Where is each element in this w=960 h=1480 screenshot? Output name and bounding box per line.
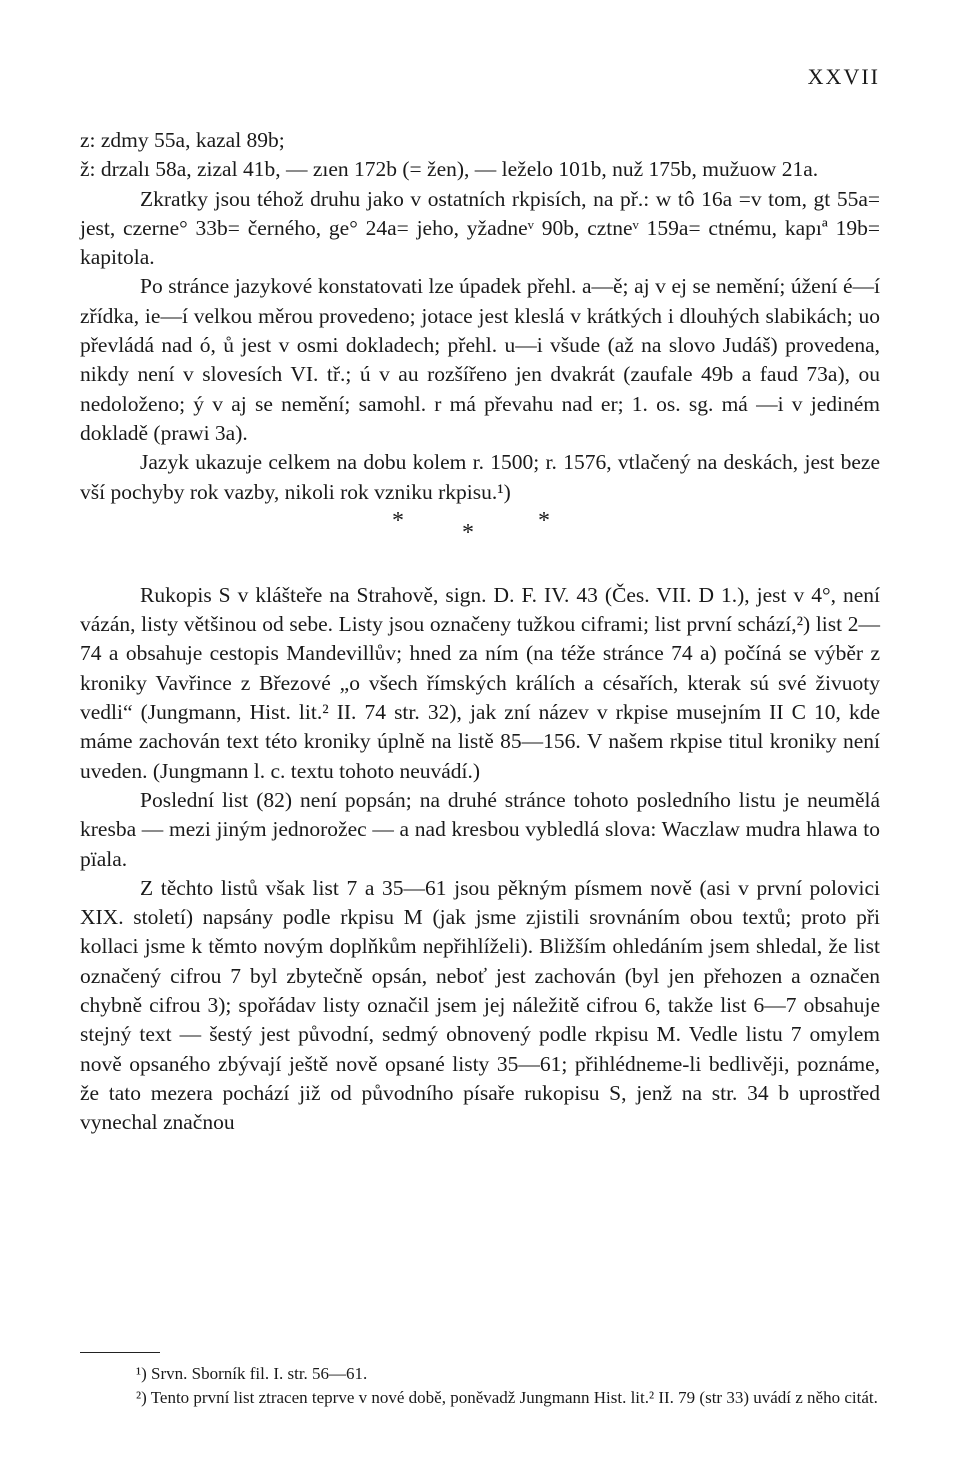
footnote-rule [80,1352,160,1353]
paragraph-language: Po stránce jazykové konstatovati lze úpadek přehl. a—ě; aj v ej se nemění; úžení é—í zřídka, ie—í velkou měrou provedeno; jotace jest kleslá v krátkých i dlouhých slabikách; uo převládá nad ó, ů jest v osmi dokladech; přehl. u—i všude (až na slovo Judáš) provedena, nikdy není v slovesích VI. tř.; ú v au rozšířeno jen dvakrát (zaufale 49b a faud 73a), ou nedoloženo; ý v aj se nemění; samohl. r má převahu nad er; 1. os. sg. má —i v jediném dokladě (prawi 3a). [80,274,880,445]
page-number: XXVII [807,64,880,89]
paragraph-dating: Jazyk ukazuje celkem na dobu kolem r. 1500; r. 1576, vtlačený na deskách, jest beze vší pochyby rok vazby, nikoli rok vzniku rkpisu.¹) [80,450,880,504]
separator-star: * [538,507,550,534]
separator-star: * [392,507,404,534]
paragraph-last-leaf: Poslední list (82) není popsán; na druhé stránce tohoto posledního listu je neumělá kresba — mezi jiným jednorožec — a nad kresbou vybledlá slova: Waczlaw mudra hlawa to pïala. [80,787,880,871]
footnotes [80,1362,880,1410]
paragraph-abbreviations: Zkratky jsou téhož druhu jako v ostatních rkpisích, na př.: w tô 16a =v tom, gt 55a= jest, czerne° 33b= černého, ge° 24a= jeho, yžadneᵛ 90b, cztneᵛ 159a= ctnému, kapıª 19b= kapitola. [80,186,880,270]
separator-star: * [462,519,474,546]
paragraph-leaves: Z těchto listů však list 7 a 35—61 jsou pěkným písmem nově (asi v první polovici XIX. století) napsány podle rkpisu M (jak jsme zjistili srovnáním obou textů; proto při kollaci jsme k těmto novým doplňkům nepřihlíželi). Bližším ohledáním jsem shledal, že list označený cifrou 7 byl zbytečně opsán, neboť jest zachován (byl jen přehozen a označen chybně cifrou 3); spořádav listy označil jsem jej náležitě cifrou 6, takže list 6—7 obsahuje stejný text — šestý jest původní, sedmý obnovený podle rkpisu M. Vedle listu 7 omylem nově opsaného zbývají ještě nově opsané listy 35—61; přihlédneme-li bedlivěji, poznáme, že tato mezera pochází již od původního písaře rukopisu S, jenž na str. 34 b uprostřed vynechal značnou [80,875,880,1135]
main-text [80,126,880,1138]
paragraph-manuscript-s: Rukopis S v klášteře na Strahově, sign. D. F. IV. 43 (Čes. VII. D 1.), jest v 4°, není vázán, listy většinou od sebe. Listy jsou označeny tužkou ciframi; list první schází,²) list 2—74 a obsahuje cestopis Mandevillův; hned za ním (na téže stránce 74 a) počíná se výběr z kroniky Vavřince z Březové „o všech římských králích a césařích, kterak sú své živuoty vedli“ (Jungmann, Hist. lit.² II. 74 str. 32), jak zní název v rkpise musejním II C 10, kde máme zachován text této kroniky úplně na listě 85—156. V našem rkpise titul kroniky není uveden. (Jungmann l. c. textu tohoto neuvádí.) [80,582,880,783]
section-separator [80,507,880,581]
footnote-2: ²) Tento první list ztracen teprve v nové době, poněvadž Jungmann Hist. lit.² II. 79 (str 33) uvádí z něho citát. [136,1388,878,1407]
footnote-1: ¹) Srvn. Sborník fil. I. str. 56—61. [136,1364,368,1383]
paragraph-z: z: zdmy 55a, kazal 89b; [80,128,285,152]
paragraph-zh: ž: drzalı 58a, zizal 41b, — zıen 172b (= žen), — leželo 101b, nuž 175b, mužuow 21a. [80,157,819,182]
